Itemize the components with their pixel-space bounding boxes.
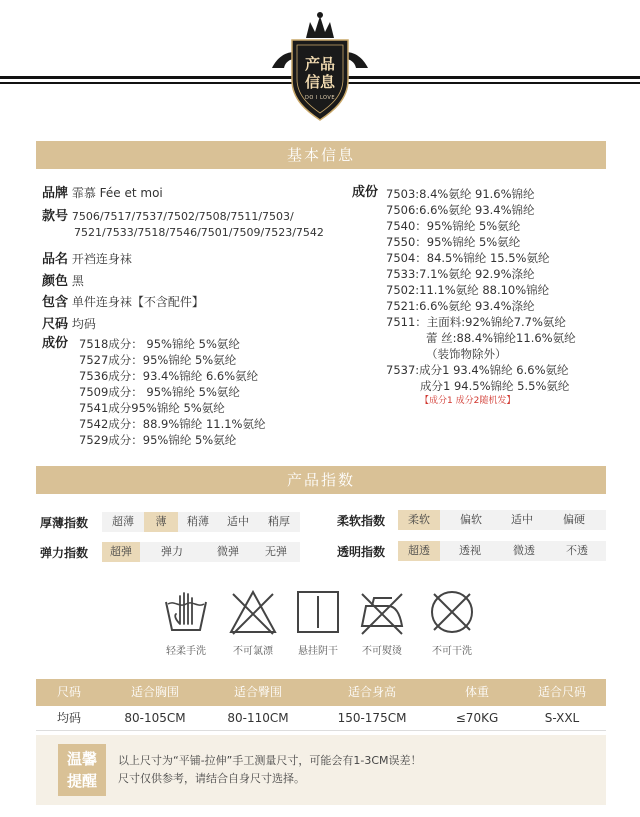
- notice-badge-line1: 温馨: [66, 750, 97, 768]
- composition-left-line: 7536成分：93.4%锦纶 6.6%氨纶: [79, 369, 259, 383]
- elasticity-option: 弹力: [161, 545, 183, 558]
- composition-left-line: 7527成分：95%锦纶 5%氨纶: [79, 353, 237, 367]
- no-bleach-icon: [229, 588, 277, 636]
- elasticity-label: 弹力指数: [40, 546, 89, 560]
- care-label: 不可干洗: [432, 646, 472, 657]
- notice-line2: 尺寸仅供参考，请结合自身尺寸选择。: [118, 772, 305, 785]
- crest-line1: 产品: [304, 55, 335, 73]
- composition-right-line: 7504：84.5%锦纶 15.5%氨纶: [386, 251, 550, 265]
- crest-title: [286, 55, 354, 91]
- thickness-option: 适中: [227, 515, 249, 528]
- basic-info-title: 基本信息: [36, 141, 606, 169]
- thickness-scale: [102, 512, 300, 532]
- size-row-info: [42, 316, 96, 333]
- composition-right-line: 7533:7.1%氨纶 92.9%涤纶: [386, 267, 535, 281]
- name-value: 开裆连身袜: [71, 252, 132, 266]
- size-header-cell: 体重: [464, 685, 489, 699]
- notice-line1: 以上尺寸为“平铺-拉伸”手工测量尺寸，可能会有1-3CM误差！: [118, 754, 422, 767]
- elasticity-option: 微弹: [217, 545, 239, 558]
- care-label: 轻柔手洗: [166, 646, 206, 657]
- transparency-option: 不透: [566, 544, 588, 557]
- thickness-option: 超薄: [112, 515, 134, 528]
- size-cell: ≤70KG: [455, 711, 499, 725]
- size-table-row: [36, 706, 606, 730]
- size-label: 尺码: [42, 317, 69, 332]
- package-row: [42, 294, 204, 311]
- size-header-cell: 适合尺码: [537, 685, 586, 699]
- crest-line2: 信息: [304, 73, 335, 91]
- composition-right-line: 7537:成分1 93.4%锦纶 6.6%氨纶: [386, 363, 569, 377]
- thickness-option: 稍厚: [268, 515, 290, 528]
- transparency-label: 透明指数: [337, 545, 386, 559]
- brand-row: [42, 185, 163, 202]
- size-cell: 80-105CM: [124, 711, 186, 725]
- composition-right-line: 7506:6.6%氨纶 93.4%锦纶: [386, 203, 535, 217]
- name-row: [42, 251, 132, 268]
- composition-left-line: 7542成分：88.9%锦纶 11.1%氨纶: [79, 417, 266, 431]
- transparency-option: 透视: [459, 544, 481, 557]
- transparency-option: 微透: [513, 544, 535, 557]
- size-header-cell: 尺码: [56, 685, 81, 699]
- thickness-label: 厚薄指数: [40, 516, 89, 530]
- elasticity-scale: [102, 542, 300, 562]
- size-cell: 均码: [56, 711, 81, 725]
- color-value: 黑: [71, 274, 84, 288]
- name-label: 品名: [42, 252, 69, 267]
- size-table-header: [36, 679, 606, 706]
- composition-left-line: 7529成分：95%锦纶 5%氨纶: [79, 433, 237, 447]
- size-value: 均码: [71, 317, 96, 331]
- thickness-option: 薄: [144, 512, 178, 532]
- composition-right-line: 成分1 94.5%锦纶 5.5%氨纶: [420, 379, 570, 393]
- package-value: 单件连身袜【不含配件】: [71, 295, 204, 309]
- size-cell: S-XXL: [544, 711, 580, 725]
- composition-note: 【成分1 成分2随机发】: [420, 396, 516, 406]
- care-label: 不可熨烫: [362, 646, 402, 657]
- comp-label-left: 成份: [42, 336, 69, 351]
- composition-right-line: 蕾 丝:88.4%锦纶11.6%氨纶: [426, 331, 576, 345]
- composition-left-line: 7509成分： 95%锦纶 5%氨纶: [79, 385, 240, 399]
- composition-right-line: （装饰物除外）: [426, 347, 507, 361]
- composition-right-line: 7511：主面料:92%锦纶7.7%氨纶: [386, 315, 566, 329]
- brand-label: 品牌: [42, 186, 69, 201]
- softness-option: 偏硬: [563, 513, 585, 526]
- composition-right-line: 7503:8.4%氨纶 91.6%锦纶: [386, 187, 535, 201]
- elasticity-option: 无弹: [265, 545, 287, 558]
- softness-label: 柔软指数: [337, 514, 386, 528]
- size-cell: 80-110CM: [227, 711, 289, 725]
- brand-value: 霏慕 Fée et moi: [71, 186, 163, 200]
- notice-badge: [58, 744, 106, 796]
- model-row: [42, 208, 294, 225]
- thickness-option: 稍薄: [187, 515, 209, 528]
- softness-option: 适中: [511, 513, 533, 526]
- notice-badge-line2: 提醒: [66, 772, 97, 790]
- transparency-option: 超透: [398, 541, 440, 561]
- composition-right-line: 7550：95%锦纶 5%氨纶: [386, 235, 521, 249]
- composition-left-line: 7541成分95%锦纶 5%氨纶: [79, 401, 225, 415]
- softness-option: 偏软: [460, 513, 482, 526]
- composition-left-line: 7518成分： 95%锦纶 5%氨纶: [79, 337, 240, 351]
- care-label: 不可氯漂: [233, 646, 273, 657]
- composition-right-line: 7502:11.1%氨纶 88.10%锦纶: [386, 283, 550, 297]
- transparency-scale: [398, 541, 606, 561]
- hang-dry-icon: [294, 588, 342, 636]
- color-label: 颜色: [42, 274, 69, 289]
- size-header-cell: 适合胸围: [130, 685, 179, 699]
- package-label: 包含: [42, 295, 69, 310]
- color-row: [42, 273, 84, 290]
- comp-label-right: 成份: [352, 185, 379, 200]
- no-iron-icon: [358, 588, 406, 636]
- model-line2: 7521/7533/7518/7546/7501/7509/7523/7542: [74, 226, 324, 239]
- softness-scale: [398, 510, 606, 530]
- size-header-cell: 适合身高: [347, 685, 396, 699]
- elasticity-option: 超弹: [102, 542, 140, 562]
- model-label: 款号: [42, 209, 69, 224]
- size-table-divider: [36, 730, 606, 731]
- no-dry-clean-icon: [428, 588, 476, 636]
- crest-sub: DO I LOVE: [305, 95, 335, 101]
- size-header-cell: 适合臀围: [233, 685, 282, 699]
- softness-option: 柔软: [398, 510, 440, 530]
- composition-right-line: 7521:6.6%氨纶 93.4%涤纶: [386, 299, 535, 313]
- model-line1: 7506/7517/7537/7502/7508/7511/7503/: [71, 210, 294, 223]
- composition-right-line: 7540：95%锦纶 5%氨纶: [386, 219, 521, 233]
- hand-wash-icon: [162, 588, 210, 636]
- product-index-title: 产品指数: [36, 466, 606, 494]
- size-cell: 150-175CM: [337, 711, 407, 725]
- care-label: 悬挂阴干: [298, 646, 338, 657]
